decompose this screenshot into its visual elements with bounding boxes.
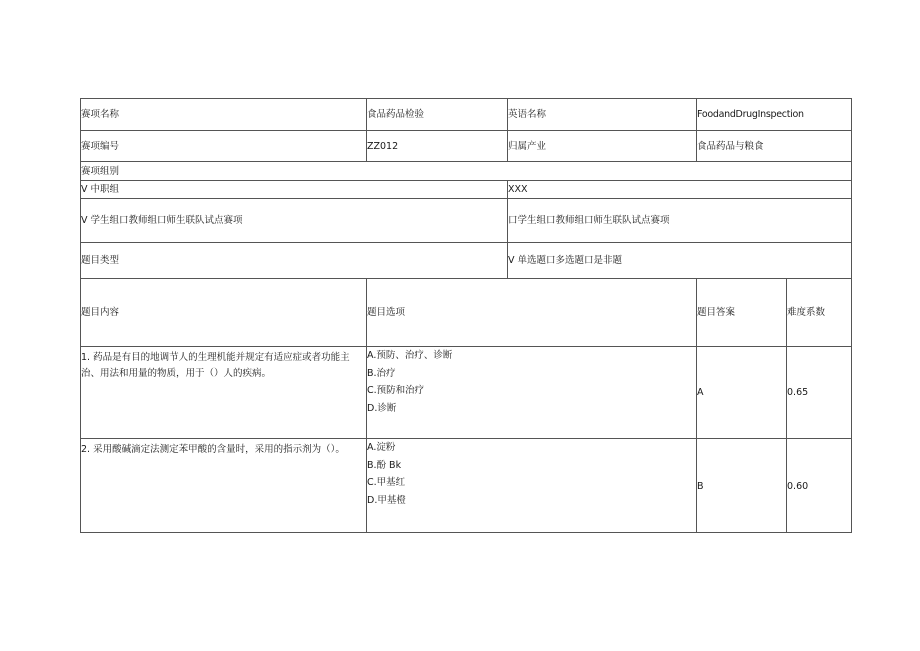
row-event-name [80, 98, 852, 130]
option-d: D.甲基橙 [367, 494, 406, 506]
option-a: A.预防、治疗、诊断 [367, 350, 453, 361]
header-answer: 题目答案 [697, 307, 736, 318]
question-answer: A [697, 387, 704, 398]
header-options: 题目选项 [367, 307, 406, 318]
english-name-label: 英语名称 [508, 108, 547, 120]
group-label: 赛项组别 [81, 165, 120, 177]
question-row [80, 346, 852, 438]
event-name-label: 赛项名称 [81, 108, 120, 120]
question-options [366, 347, 696, 438]
row-participants [80, 198, 852, 242]
row-question-type [80, 242, 852, 278]
question-row [80, 438, 852, 533]
level-left: V 中职组 [81, 184, 120, 195]
option-c: C.甲基红 [367, 477, 406, 488]
question-options [366, 439, 696, 533]
event-code-label: 赛项编号 [81, 140, 120, 152]
row-question-headers [80, 278, 852, 346]
level-right: XXX [508, 184, 528, 195]
question-answer: B [697, 480, 704, 492]
question-difficulty: 0.65 [787, 387, 809, 398]
row-event-code [80, 130, 852, 161]
question-difficulty: 0.60 [787, 480, 809, 492]
row-level [80, 180, 852, 198]
event-code-value: ZZ012 [367, 140, 399, 152]
participant-left: V 学生组口教师组口师生联队试点赛项 [81, 215, 243, 226]
question-content: 1. 药品是有目的地调节人的生理机能并规定有适应症或者功能主治、用法和用量的物质，用于（）人的疾病。 [81, 352, 350, 379]
event-name-value: 食品药品检验 [367, 108, 425, 120]
option-b: B.酚 Bk [367, 459, 402, 471]
question-type-label: 题目类型 [81, 255, 120, 266]
option-b: B.治疗 [367, 367, 396, 379]
industry-value: 食品药品与粮食 [697, 140, 764, 152]
header-content: 题目内容 [81, 307, 120, 318]
question-content: 2. 采用酸碱滴定法测定苯甲酸的含量时，采用的指示剂为（）。 [81, 444, 345, 455]
industry-label: 归属产业 [508, 140, 547, 152]
question-type-value: V 单选题口多选题口是非题 [508, 255, 623, 266]
competition-form-table [80, 98, 852, 533]
row-group-label [80, 161, 852, 180]
english-name-value: FoodandDrugInspection [697, 108, 804, 120]
option-c: C.预防和治疗 [367, 385, 425, 396]
option-a: A.淀粉 [367, 442, 396, 453]
option-d: D.诊断 [367, 402, 397, 414]
participant-right: 口学生组口教师组口师生联队试点赛项 [508, 215, 670, 226]
header-difficulty: 难度系数 [787, 307, 826, 318]
